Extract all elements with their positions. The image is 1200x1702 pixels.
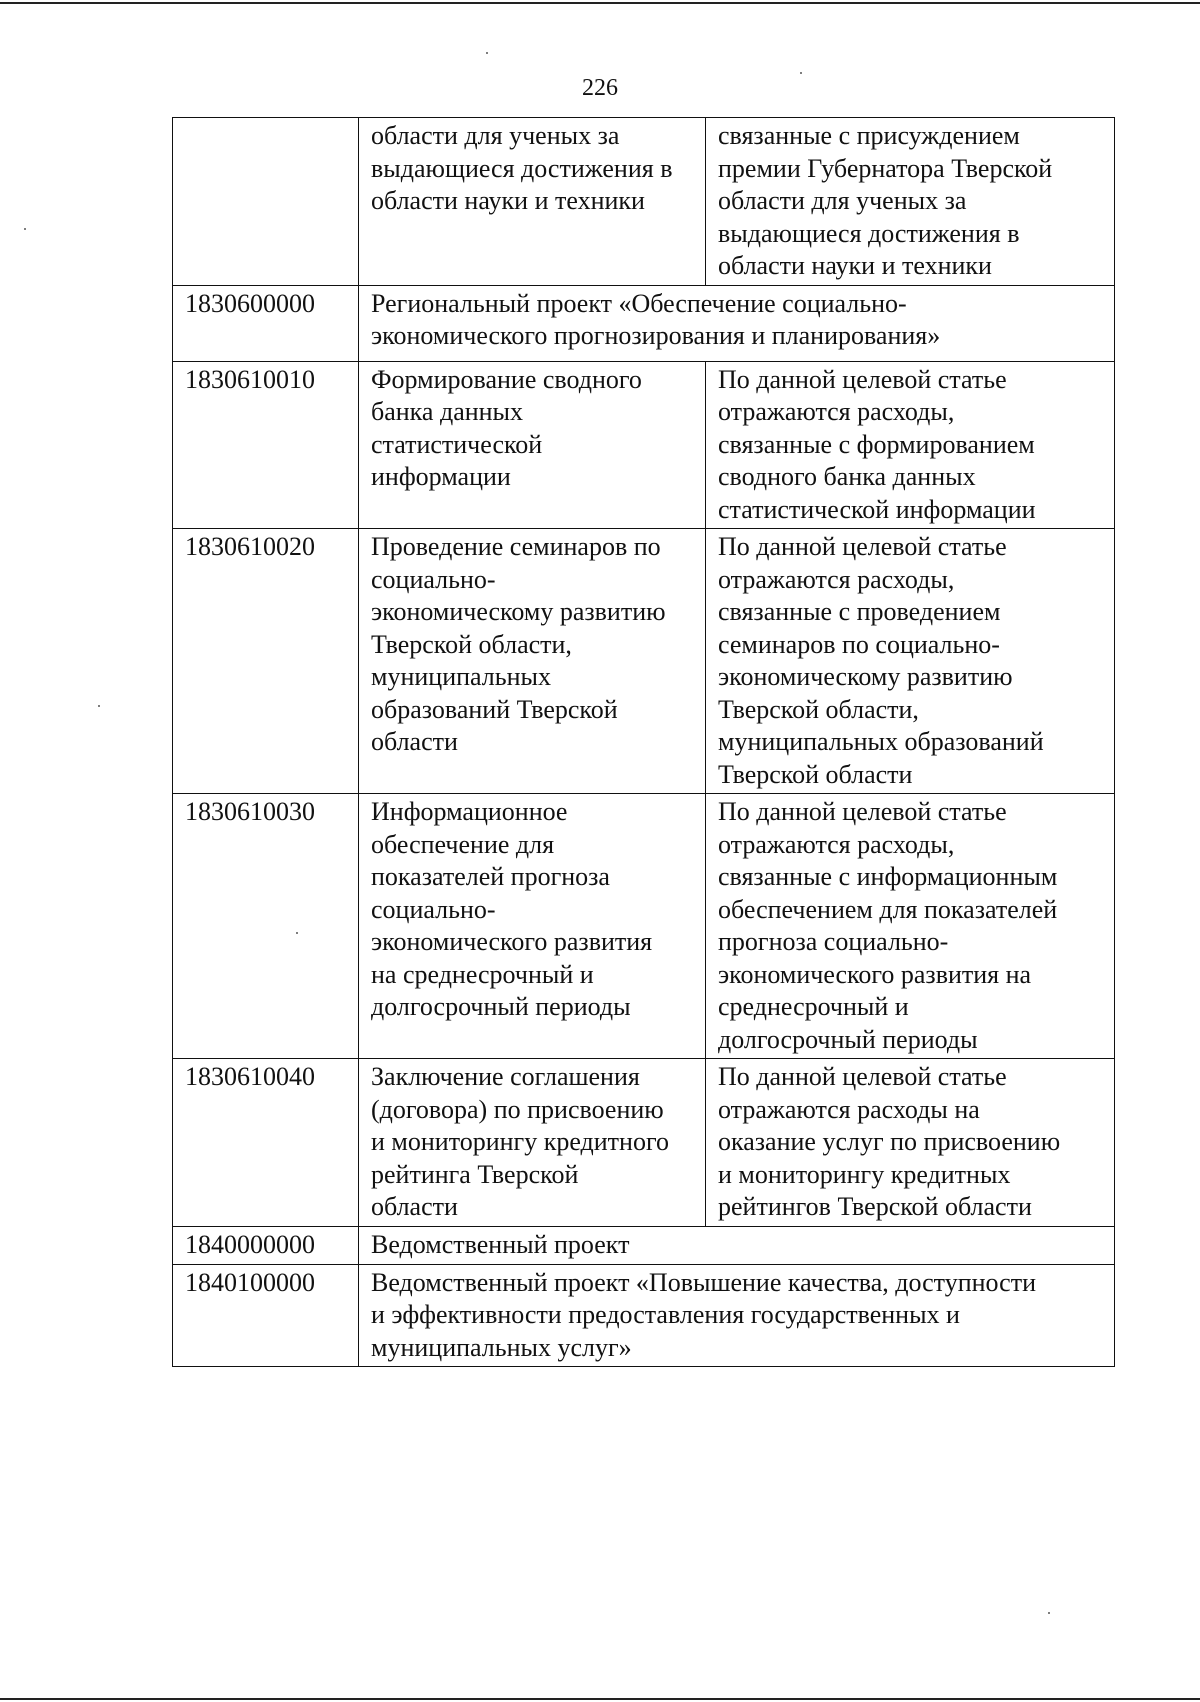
table-row: [173, 1227, 1115, 1265]
target-code-cell: 1840000000: [173, 1227, 359, 1265]
table-row: [173, 118, 1115, 286]
target-code-cell: 1830610040: [173, 1059, 359, 1227]
target-name-cell: Информационное обеспечение для показателей прогноза социально- экономического развития на среднесрочный и долгосрочный периоды: [359, 794, 706, 1059]
target-name-cell: области для ученых за выдающиеся достижения в области науки и техники: [359, 118, 706, 286]
target-description-cell: По данной целевой статье отражаются расходы, связанные с проведением семинаров по социально- экономическому развитию Тверской области, муниципальных образований Тверской области: [706, 529, 1115, 794]
target-name-cell: Формирование сводного банка данных статистической информации: [359, 361, 706, 529]
target-description-cell: По данной целевой статье отражаются расходы на оказание услуг по присвоению и мониторингу кредитных рейтингов Тверской области: [706, 1059, 1115, 1227]
target-code-cell: 1830610030: [173, 794, 359, 1059]
target-code-cell: 1840100000: [173, 1264, 359, 1367]
table-row: [173, 529, 1115, 794]
target-description-cell: связанные с присуждением премии Губернатора Тверской области для ученых за выдающиеся достижения в области науки и техники: [706, 118, 1115, 286]
budget-classification-table: [172, 117, 1115, 1367]
table-row: [173, 1264, 1115, 1367]
target-name-cell: Ведомственный проект: [359, 1227, 1115, 1265]
scan-edge-top: [0, 2, 1200, 4]
table-row: [173, 361, 1115, 529]
target-code-cell: 1830610020: [173, 529, 359, 794]
target-name-cell: Проведение семинаров по социально- экономическому развитию Тверской области, муниципальных образований Тверской области: [359, 529, 706, 794]
target-code-cell: 1830610010: [173, 361, 359, 529]
table-row: [173, 1059, 1115, 1227]
target-code-cell: 1830600000: [173, 285, 359, 361]
target-description-cell: По данной целевой статье отражаются расходы, связанные с информационным обеспечением для показателей прогноза социально- экономического развития на среднесрочный и долгосрочный периоды: [706, 794, 1115, 1059]
scan-speck: [24, 228, 26, 230]
target-name-cell: Заключение соглашения (договора) по присвоению и мониторингу кредитного рейтинга Тверской области: [359, 1059, 706, 1227]
table-row: [173, 285, 1115, 361]
target-code-cell: [173, 118, 359, 286]
target-name-cell: Ведомственный проект «Повышение качества, доступности и эффективности предоставления государственных и муниципальных услуг»: [359, 1264, 1115, 1367]
page-number: 226: [582, 75, 618, 101]
scan-speck: [98, 705, 100, 707]
scan-speck: [486, 52, 488, 54]
target-name-cell: Региональный проект «Обеспечение социально- экономического прогнозирования и планирования»: [359, 285, 1115, 361]
scan-edge-bottom: [0, 1698, 1200, 1700]
table-row: [173, 794, 1115, 1059]
scan-speck: [1048, 1612, 1050, 1614]
target-description-cell: По данной целевой статье отражаются расходы, связанные с формированием сводного банка данных статистической информации: [706, 361, 1115, 529]
